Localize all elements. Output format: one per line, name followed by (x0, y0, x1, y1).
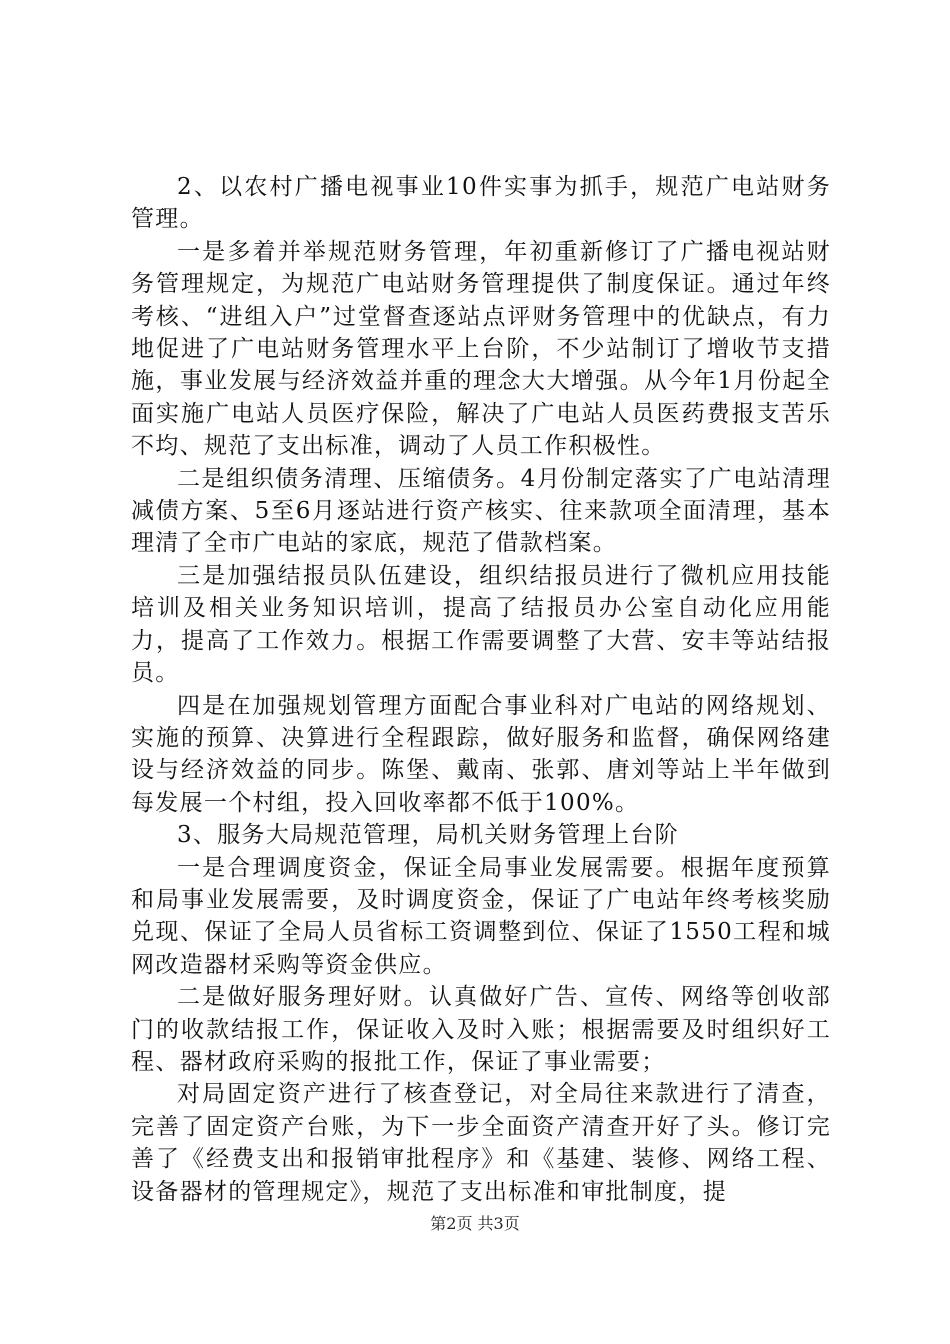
paragraph: 四是在加强规划管理方面配合事业科对广电站的网络规划、实施的预算、决算进行全程跟踪，做好服务和监督，确保网络建设与经济效益的同步。陈堡、戴南、张郭、唐刘等站上半年做到每发展一个村组，投入回收率都不低于100%。 (131, 692, 831, 816)
section-heading-3: 3、服务大局规范管理，局机关财务管理上台阶 (177, 822, 679, 849)
paragraph: 一是多着并举规范财务管理，年初重新修订了广播电视站财务管理规定，为规范广电站财务管理提供了制度保证。通过年终考核、“进组入户”过堂督查逐站点评财务管理中的优缺点，有力地促进了广电站财务管理水平上台阶，不少站制订了增收节支措施，事业发展与经济效益并重的理念大大增强。从今年1月份起全面实施广电站人员医疗保险，解决了广电站人员医药费报支苦乐不均、规范了支出标准，调动了人员工作积极性。 (131, 238, 831, 460)
paragraph: 对局固定资产进行了核查登记，对全局往来款进行了清查，完善了固定资产台账，为下一步全面资产清查开好了头。修订完善了《经费支出和报销审批程序》和《基建、装修、网络工程、设备器材的管理规定》，规范了支出标准和审批制度，提 (131, 1081, 831, 1205)
paragraph: 二是做好服务理好财。认真做好广告、宣传、网络等创收部门的收款结报工作，保证收入及时入账；根据需要及时组织好工程、器材政府采购的报批工作，保证了事业需要； (131, 984, 831, 1075)
page-footer (0, 1214, 950, 1234)
paragraph: 二是组织债务清理、压缩债务。4月份制定落实了广电站清理减债方案、5至6月逐站进行资产核实、往来款项全面清理，基本理清了全市广电站的家底，规范了借款档案。 (131, 465, 831, 557)
section-heading-2: 2、以农村广播电视事业10件实事为抓手，规范广电站财务管理。 (131, 174, 831, 233)
page-number-label: 第2页 共3页 (430, 1214, 520, 1233)
paragraph: 一是合理调度资金，保证全局事业发展需要。根据年度预算和局事业发展需要，及时调度资金，保证了广电站年终考核奖励兑现、保证了全局人员省标工资调整到位、保证了1550工程和城网改造器材采购等资金供应。 (131, 854, 831, 978)
paragraph: 三是加强结报员队伍建设，组织结报员进行了微机应用技能培训及相关业务知识培训，提高了结报员办公室自动化应用能力，提高了工作效力。根据工作需要调整了大营、安丰等站结报员。 (131, 562, 831, 687)
document-body (131, 171, 831, 1208)
